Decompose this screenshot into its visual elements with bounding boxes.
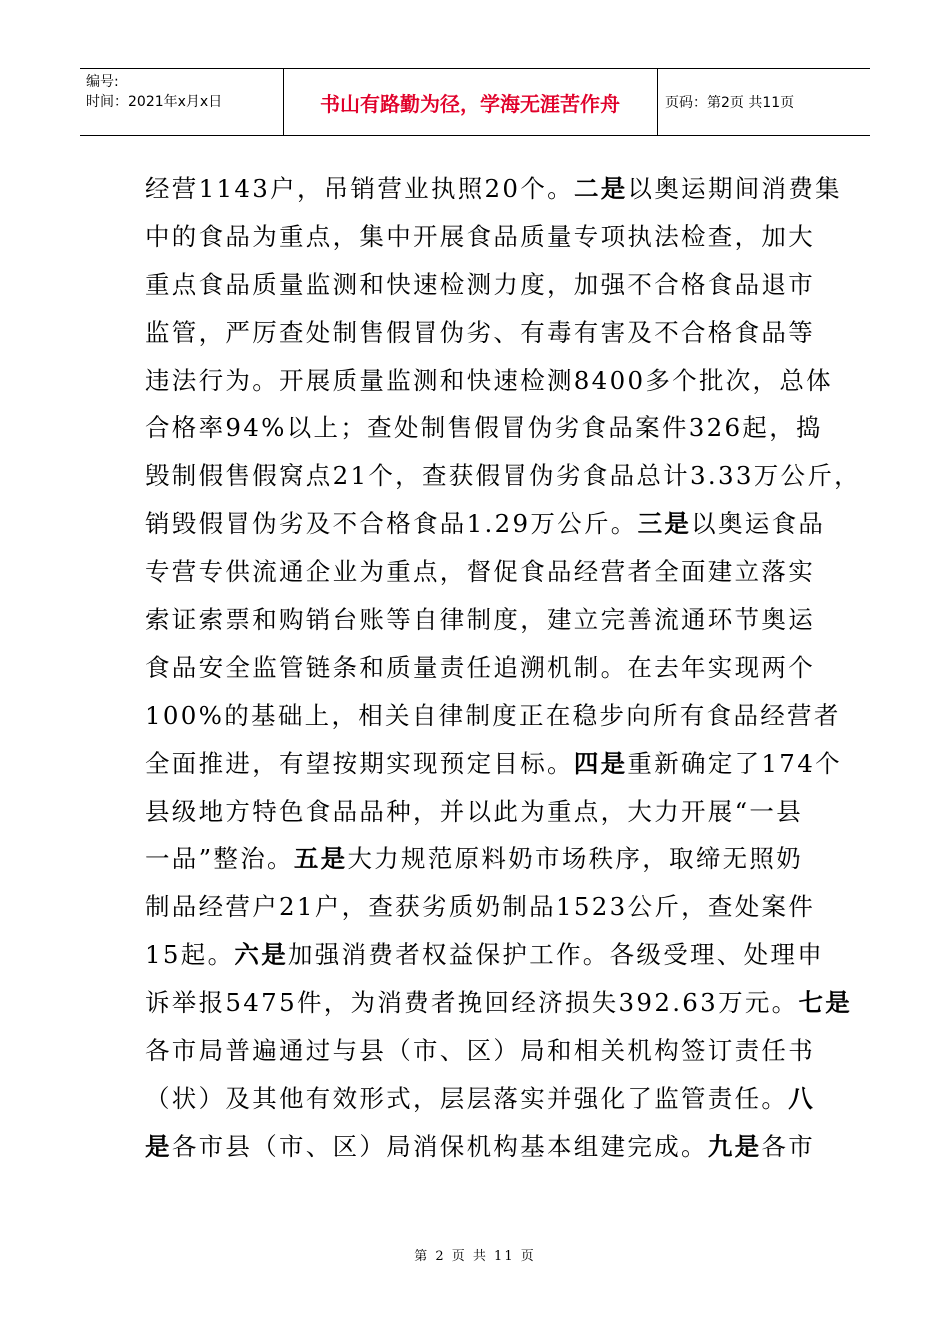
bold-enumeration: 八 <box>788 1083 816 1113</box>
bold-enumeration: 七是 <box>798 988 853 1018</box>
body-text-line <box>145 261 815 309</box>
text-segment: 以奥运期间消费集 <box>627 174 842 203</box>
body-text-line <box>145 404 823 452</box>
body-text-line <box>145 644 815 692</box>
text-segment: 重点食品质量监测和快速检测力度，加强不合格食品退市 <box>145 269 815 299</box>
header-motto: 书山有路勤为径，学海无涯苦作舟 <box>283 69 658 135</box>
bold-enumeration: 二是 <box>573 174 628 203</box>
text-segment: 制品经营户21户，查获劣质奶制品1523公斤，查处案件 <box>145 892 816 922</box>
header-page-code: 页码：第2页 共11页 <box>665 95 795 111</box>
text-segment: 监管，严厉查处制售假冒伪劣、有毒有害及不合格食品等 <box>145 317 815 347</box>
body-text-line <box>145 1027 815 1075</box>
header-meta <box>80 69 284 135</box>
text-segment: 加强消费者权益保护工作。各级受理、处理申 <box>288 940 824 970</box>
bold-enumeration: 九是 <box>707 1131 762 1161</box>
body-text-line <box>145 309 815 357</box>
text-segment: 诉举报5475件，为消费者挽回经济损失392.63万元。 <box>145 988 799 1018</box>
text-segment: 专营专供流通企业为重点，督促食品经营者全面建立落实 <box>145 557 815 587</box>
text-segment: 各市局普遍通过与县（市、区）局和相关机构签订责任书 <box>145 1036 815 1066</box>
body-text-line <box>145 1123 816 1171</box>
body-text-line <box>145 740 842 788</box>
bold-enumeration: 六是 <box>234 940 288 970</box>
body-text-line <box>145 979 853 1027</box>
text-segment: 食品安全监管链条和质量责任追溯机制。在去年实现两个 <box>145 652 815 682</box>
text-segment: 重新确定了174个 <box>627 748 842 778</box>
text-segment: 毁制假售假窝点21个，查获假冒伪劣食品总计3.33万公斤， <box>145 461 861 491</box>
text-segment: 经营1143户，吊销营业执照20个。 <box>145 174 574 203</box>
bold-enumeration: 三是 <box>637 509 692 539</box>
body-text-line <box>145 835 805 883</box>
text-segment: 索证索票和购销台账等自律制度，建立完善流通环节奥运 <box>145 605 815 635</box>
body-text-line <box>145 931 824 979</box>
document-body <box>145 165 861 1171</box>
text-segment: 一品”整治。 <box>145 844 294 874</box>
body-text-line <box>145 548 815 596</box>
bold-enumeration: 四是 <box>573 748 628 778</box>
text-segment: 各市 <box>761 1131 816 1161</box>
body-text-line <box>145 788 805 836</box>
page-header <box>80 68 870 136</box>
text-segment: 以奥运食品 <box>691 509 826 539</box>
text-segment: 违法行为。开展质量监测和快速检测8400多个批次，总体 <box>145 365 833 395</box>
text-segment: （状）及其他有效形式，层层落实并强化了监管责任。 <box>145 1083 789 1113</box>
body-text-line <box>145 452 861 500</box>
page-footer: 第 2 页 共 11 页 <box>414 1249 536 1264</box>
text-segment: 销毁假冒伪劣及不合格食品1.29万公斤。 <box>145 509 638 539</box>
text-segment: 15起。 <box>145 940 235 970</box>
body-text-line <box>145 596 815 644</box>
text-segment: 合格率94%以上；查处制售假冒伪劣食品案件326起，捣 <box>145 413 823 443</box>
text-segment: 100%的基础上，相关自律制度正在稳步向所有食品经营者 <box>145 700 841 730</box>
bold-enumeration: 是 <box>145 1131 172 1161</box>
body-text-line <box>145 165 842 213</box>
body-text-line <box>145 692 841 740</box>
document-time-label: 时间：2021年x月x日 <box>86 94 223 110</box>
bold-enumeration: 五是 <box>293 844 348 874</box>
body-text-line <box>145 500 826 548</box>
document-number-label: 编号: <box>86 74 119 90</box>
text-segment: 大力规范原料奶市场秩序，取缔无照奶 <box>347 844 804 874</box>
body-text-line <box>145 883 816 931</box>
body-text-line <box>145 1075 816 1123</box>
text-segment: 县级地方特色食品品种，并以此为重点，大力开展“一县 <box>145 796 804 826</box>
text-segment: 各市县（市、区）局消保机构基本组建完成。 <box>171 1131 708 1161</box>
text-segment: 中的食品为重点，集中开展食品质量专项执法检查，加大 <box>145 221 815 251</box>
text-segment: 全面推进，有望按期实现预定目标。 <box>145 748 574 778</box>
body-text-line <box>145 213 815 261</box>
body-text-line <box>145 357 833 405</box>
